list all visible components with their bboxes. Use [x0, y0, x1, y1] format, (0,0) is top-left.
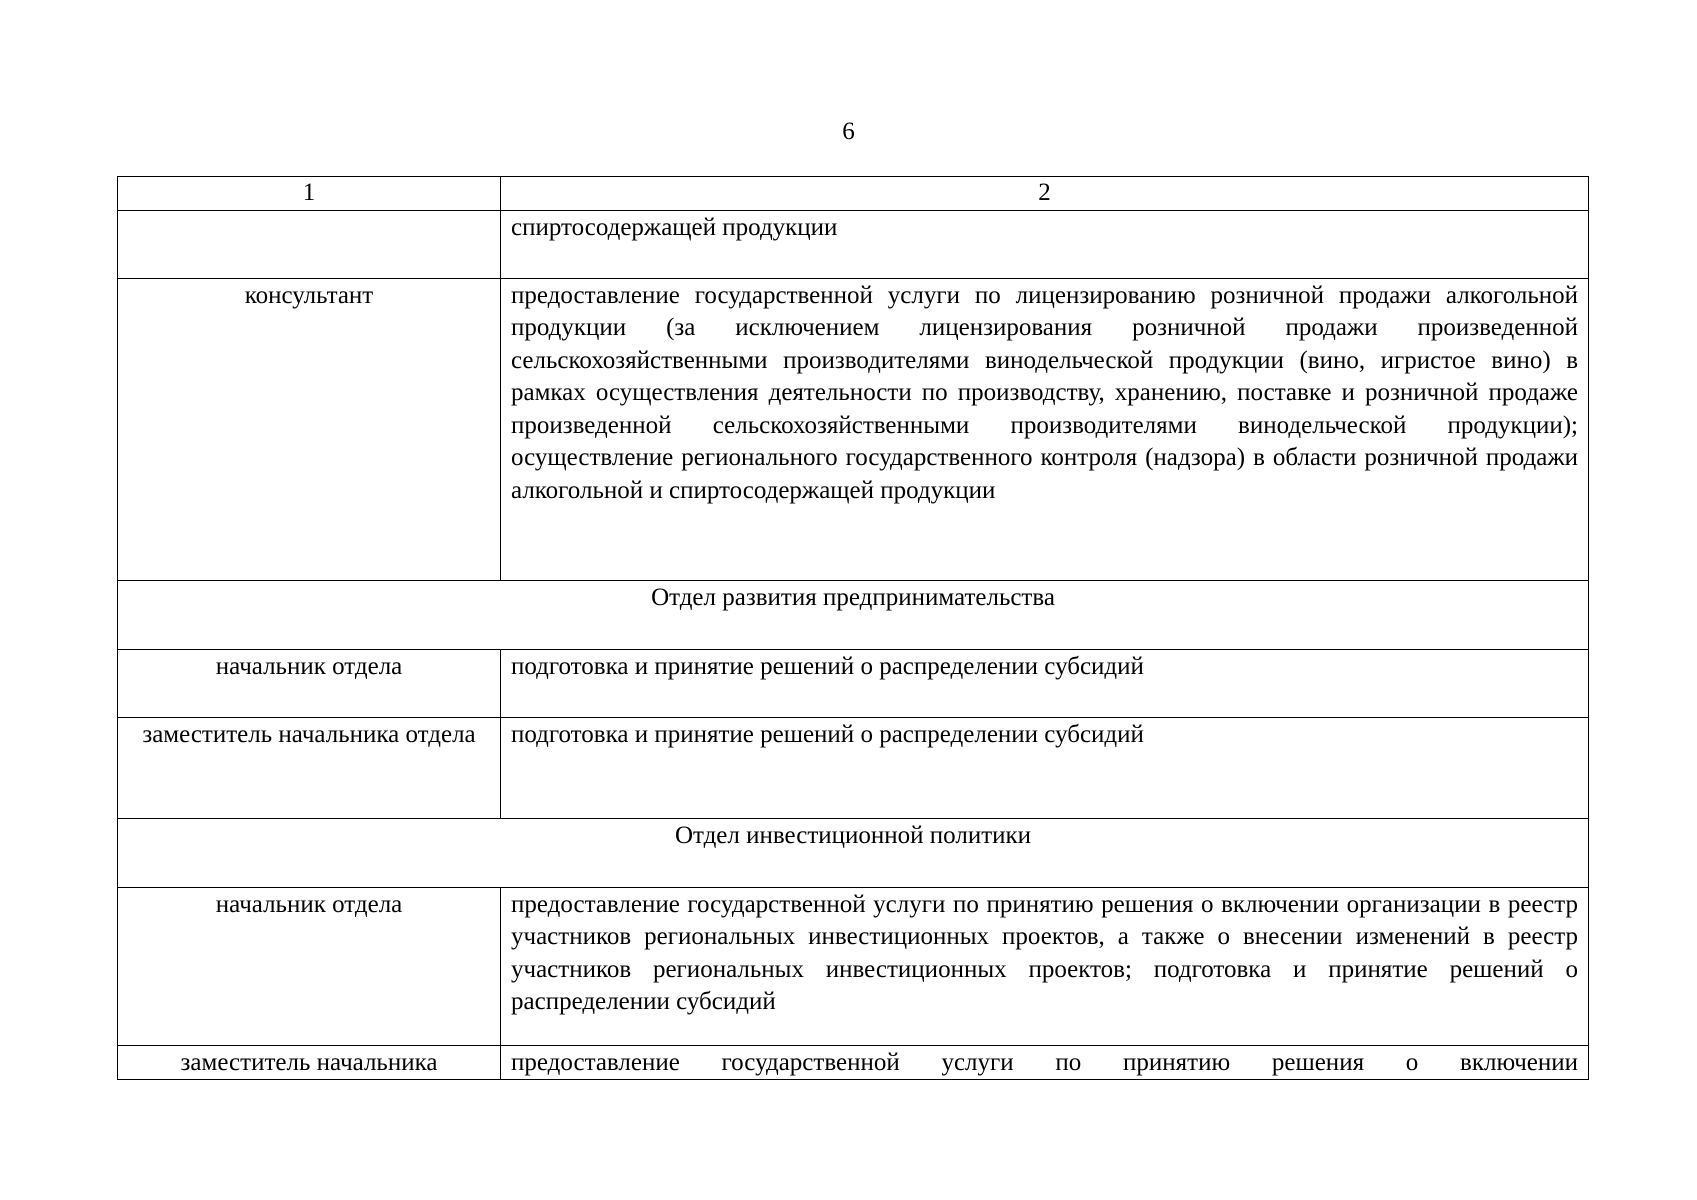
duty-cell: предоставление государственной услуги по принятию решения о включении [501, 1045, 1589, 1080]
duty-cell: подготовка и принятие решений о распределении субсидий [501, 649, 1589, 717]
position-cell: начальник отдела [118, 649, 501, 717]
column-number-2: 2 [501, 177, 1589, 211]
table-row [118, 210, 1589, 278]
table-row [118, 717, 1589, 818]
positions-table [117, 176, 1589, 1080]
position-cell: консультант [118, 278, 501, 580]
position-cell [118, 210, 501, 278]
section-row [118, 818, 1589, 887]
duty-cell: спиртосодержащей продукции [501, 210, 1589, 278]
page-number: 6 [842, 118, 855, 145]
table-row [118, 649, 1589, 717]
table-header-row [118, 177, 1589, 211]
duty-cell: предоставление государственной услуги по принятию решения о включении организации в реестр участников региональных инвестиционных проектов, а также о внесении изменений в реестр участников региональных инвестиционных проектов; подготовка и принятие решений о распределении субсидий [501, 887, 1589, 1045]
duty-cell: подготовка и принятие решений о распределении субсидий [501, 717, 1589, 818]
section-title: Отдел инвестиционной политики [118, 818, 1589, 887]
section-title: Отдел развития предпринимательства [118, 580, 1589, 649]
position-cell: начальник отдела [118, 887, 501, 1045]
position-cell: заместитель начальника отдела [118, 717, 501, 818]
position-cell: заместитель начальника [118, 1045, 501, 1080]
table-row [118, 278, 1589, 580]
column-number-1: 1 [118, 177, 501, 211]
table-row [118, 887, 1589, 1045]
table-row [118, 1045, 1589, 1080]
duty-cell: предоставление государственной услуги по лицензированию розничной продажи алкогольной продукции (за исключением лицензирования розничной продажи произведенной сельскохозяйственными производителями винодельческой продукции (вино, игристое вино) в рамках осуществления деятельности по производству, хранению, поставке и розничной продаже произведенной сельскохозяйственными производителями винодельческой продукции); осуществление регионального государственного контроля (надзора) в области розничной продажи алкогольной и спиртосодержащей продукции [501, 278, 1589, 580]
section-row [118, 580, 1589, 649]
